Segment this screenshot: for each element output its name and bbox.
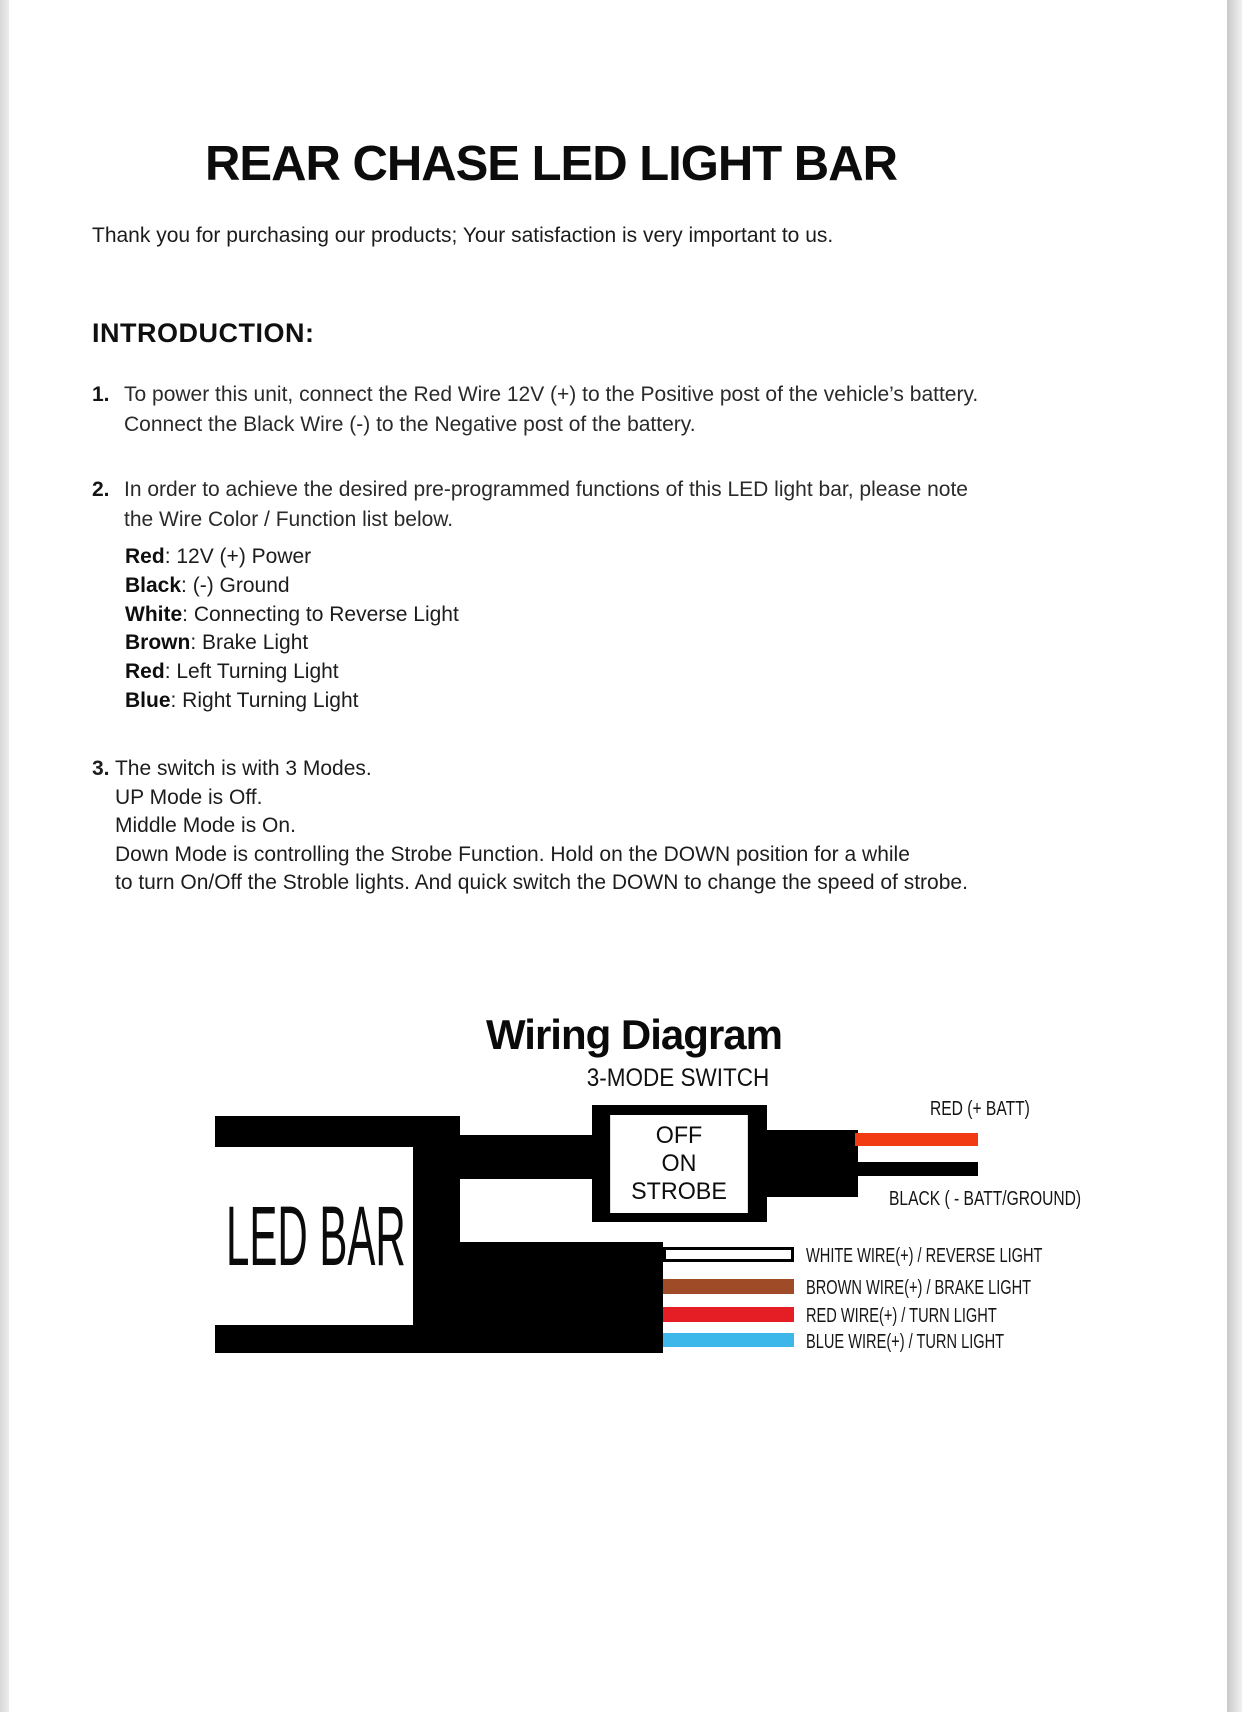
led-bar-bottom-edge xyxy=(215,1325,460,1353)
item-3-text: The switch is with 3 Modes. xyxy=(114,757,372,780)
item-1-number: 1. xyxy=(92,383,110,406)
instruction-item-3 xyxy=(92,755,968,898)
cable-led-to-switch xyxy=(458,1135,594,1179)
cable-led-to-function-wires xyxy=(457,1242,663,1353)
item-3-line-5: to turn On/Off the Stroble lights. And quick switch the DOWN to change the speed of strobe. xyxy=(115,871,968,895)
reverse-light-wire-label: WHITE WIRE(+) / REVERSE LIGHT xyxy=(806,1245,1043,1267)
wire-function-row xyxy=(125,658,459,687)
wire-function-row xyxy=(125,572,459,601)
switch-mode-strobe: STROBE xyxy=(631,1178,727,1205)
item-3-line-1 xyxy=(92,755,968,784)
led-bar-label: LED BAR xyxy=(226,1189,406,1283)
left-turn-light-wire xyxy=(663,1307,794,1322)
left-turn-wire-label: RED WIRE(+) / TURN LIGHT xyxy=(806,1305,997,1327)
wire-color-name: Blue xyxy=(125,688,171,712)
wire-function-row xyxy=(125,629,459,658)
wire-function-desc: : Brake Light xyxy=(190,631,309,655)
switch-mode-on: ON xyxy=(661,1150,697,1177)
battery-positive-label: RED (+ BATT) xyxy=(930,1098,1030,1120)
item-3-line-4: Down Mode is controlling the Strobe Function. Hold on the DOWN position for a while xyxy=(115,842,910,866)
item-2-line-1: In order to achieve the desired pre-programmed functions of this LED light bar, please note xyxy=(124,478,968,501)
wire-function-desc: : (-) Ground xyxy=(181,573,290,597)
thank-you-line: Thank you for purchasing our products; Your satisfaction is very important to us. xyxy=(92,224,834,247)
switch-mode-off: OFF xyxy=(655,1122,703,1149)
wire-function-desc: : Left Turning Light xyxy=(164,660,339,684)
page-right-shadow xyxy=(1227,0,1242,1712)
wire-color-function-list xyxy=(125,543,459,716)
page-left-margin xyxy=(0,0,9,1712)
right-turn-light-wire xyxy=(663,1333,794,1347)
item-2-number: 2. xyxy=(92,478,110,501)
wire-function-row xyxy=(125,601,459,630)
battery-ground-label: BLACK ( - BATT/GROUND) xyxy=(889,1188,1082,1210)
wire-color-name: Red xyxy=(125,660,165,684)
wire-color-name: Red xyxy=(125,545,165,568)
reverse-light-wire xyxy=(663,1247,794,1262)
right-turn-wire-label: BLUE WIRE(+) / TURN LIGHT xyxy=(806,1331,1005,1353)
item-3-line-3: Middle Mode is On. xyxy=(115,814,296,838)
instruction-item-2 xyxy=(92,475,1052,535)
battery-positive-wire xyxy=(855,1133,978,1146)
battery-ground-wire xyxy=(855,1162,978,1176)
mode-switch-face xyxy=(610,1115,748,1213)
wire-color-name: Brown xyxy=(125,631,191,655)
item-3-number: 3. xyxy=(92,757,110,780)
wire-function-desc: : Right Turning Light xyxy=(170,688,359,712)
document-title: REAR CHASE LED LIGHT BAR xyxy=(205,137,897,191)
introduction-heading: INTRODUCTION: xyxy=(92,318,315,348)
item-1-line-1: To power this unit, connect the Red Wire 12V (+) to the Positive post of the vehicle’s battery. xyxy=(124,383,979,406)
brake-light-wire xyxy=(663,1279,794,1294)
item-2-line-2: the Wire Color / Function list below. xyxy=(124,508,454,531)
brake-light-wire-label: BROWN WIRE(+) / BRAKE LIGHT xyxy=(806,1277,1032,1299)
wire-color-name: White xyxy=(125,602,183,626)
wire-function-desc: : Connecting to Reverse Light xyxy=(182,602,459,626)
wiring-diagram-title: Wiring Diagram xyxy=(486,1011,782,1058)
mode-switch-box xyxy=(592,1105,767,1222)
three-mode-switch-label: 3-MODE SWITCH xyxy=(586,1064,770,1092)
item-1-line-2: Connect the Black Wire (-) to the Negative post of the battery. xyxy=(124,413,696,436)
wire-function-desc: : 12V (+) Power xyxy=(164,545,312,568)
wire-function-row xyxy=(125,543,459,572)
instruction-item-1 xyxy=(92,380,1052,440)
wire-function-row xyxy=(125,687,459,716)
cable-switch-to-battery xyxy=(767,1130,858,1197)
item-3-line-2: UP Mode is Off. xyxy=(115,785,263,809)
wire-color-name: Black xyxy=(125,573,182,597)
led-bar-right-edge xyxy=(413,1116,460,1353)
